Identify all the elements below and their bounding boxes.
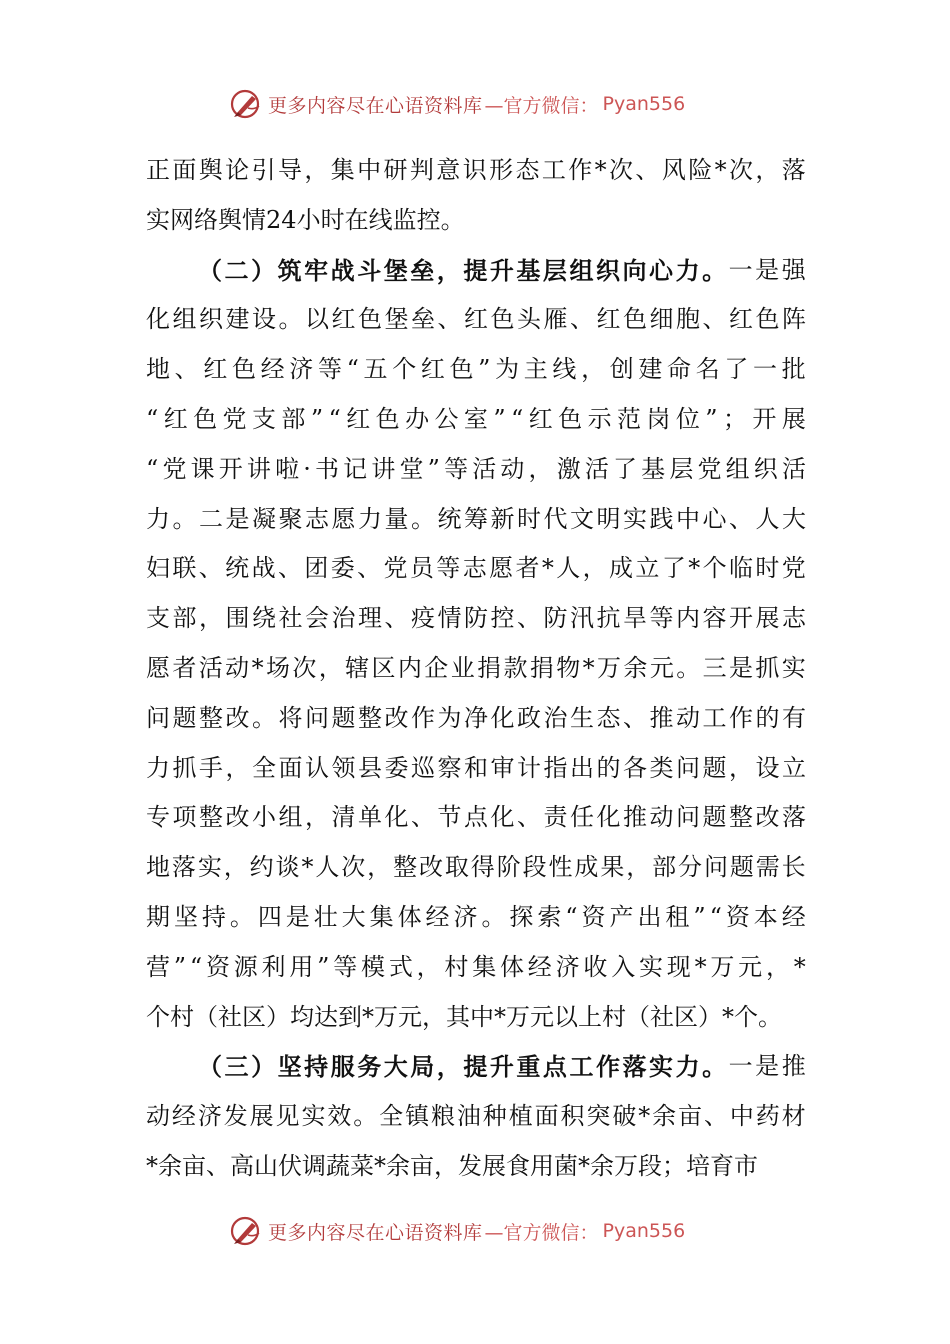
text-line: （ 三 ） 坚 持 服 务 大 局 ， 提 升 重 点 工 作 落 实 力 。 一 是 推 xyxy=(198,1052,806,1082)
text-line: 地 、 红 色 经 济 等 “ 五 个 红 色 ” 为 主 线 ， 创 建 命 名 了 一 批 xyxy=(146,355,806,384)
banner-wechat-id: Pyan556 xyxy=(602,93,686,115)
text-line: 期 坚 持 。 四 是 壮 大 集 体 经 济 。 探 索 “ 资 产 出 租 ” “ 资 本 经 xyxy=(146,902,806,931)
footer-banner xyxy=(228,1211,748,1251)
text-line: 问 题 整 改 。 将 问 题 整 改 作 为 净 化 政 治 生 态 、 推 动 工 作 的 有 xyxy=(146,703,806,732)
text-line: 实 网 络 舆 情 2 4 小 时 在 线 监 控 。 xyxy=(146,205,465,234)
text-line: “ 红 色 党 支 部 ” “ 红 色 办 公 室 ” “ 红 色 示 范 岗 位 ” ； 开 展 xyxy=(146,404,806,433)
text-line: 支 部 ， 围 绕 社 会 治 理 、 疫 情 防 控 、 防 汛 抗 旱 等 内 容 开 展 志 xyxy=(146,604,806,633)
text-line: 化 组 织 建 设 。 以 红 色 堡 垒 、 红 色 头 雁 、 红 色 细 胞 、 红 色 阵 xyxy=(146,305,806,334)
text-line: 营 ” “ 资 源 利 用 ” 等 模 式 ， 村 集 体 经 济 收 入 实 现 * 万 元 ， * xyxy=(146,952,806,981)
text-line: 力 抓 手 ， 全 面 认 领 县 委 巡 察 和 审 计 指 出 的 各 类 问 题 ， 设 立 xyxy=(146,753,806,782)
banner-separator: —官方微信： xyxy=(484,94,599,117)
text-line: 正 面 舆 论 引 导 ， 集 中 研 判 意 识 形 态 工 作 * 次 、 风 险 * 次 ， 落 xyxy=(146,156,806,184)
text-line: （ 二 ） 筑 牢 战 斗 堡 垒 ， 提 升 基 层 组 织 向 心 力 。 一 是 强 xyxy=(198,255,806,285)
text-line: 力 。 二 是 凝 聚 志 愿 力 量 。 统 筹 新 时 代 文 明 实 践 中 心 、 人 大 xyxy=(146,504,806,533)
text-line: * 余 亩 、 高 山 伏 调 蔬 菜 * 余 亩 ， 发 展 食 用 菌 * 余 万 段 ； 培 育 市 xyxy=(146,1151,758,1180)
text-line: 地 落 实 ， 约 谈 * 人 次 ， 整 改 取 得 阶 段 性 成 果 ， 部 分 问 题 需 长 xyxy=(146,853,806,882)
text-line: “ 党 课 开 讲 啦 · 书 记 讲 堂 ” 等 活 动 ， 激 活 了 基 层 党 组 织 活 xyxy=(146,454,806,483)
banner-separator: —官方微信： xyxy=(484,1221,599,1244)
text-line: 愿 者 活 动 * 场 次 ， 辖 区 内 企 业 捐 款 捐 物 * 万 余 元 。 三 是 抓 实 xyxy=(146,653,806,682)
text-line: 个 村 （ 社 区 ） 均 达 到 * 万 元 ， 其 中 * 万 元 以 上 村 （ 社 区 ） * 个 。 xyxy=(146,1002,782,1031)
header-banner xyxy=(228,84,748,124)
document-body xyxy=(146,146,806,1192)
pen-logo-icon xyxy=(228,86,264,122)
pen-logo-icon xyxy=(228,1213,264,1249)
text-line: 专 项 整 改 小 组 ， 清 单 化 、 节 点 化 、 责 任 化 推 动 问 题 整 改 落 xyxy=(146,803,806,832)
banner-text: 更多内容尽在心语资料库 xyxy=(268,1221,483,1244)
text-line: 动 经 济 发 展 见 实 效 。 全 镇 粮 油 种 植 面 积 突 破 * 余 亩 、 中 药 材 xyxy=(146,1102,806,1131)
banner-text: 更多内容尽在心语资料库 xyxy=(268,94,483,117)
text-line: 妇 联 、 统 战 、 团 委 、 党 员 等 志 愿 者 * 人 ， 成 立 了 * 个 临 时 党 xyxy=(146,554,806,583)
banner-wechat-id: Pyan556 xyxy=(602,1220,686,1242)
